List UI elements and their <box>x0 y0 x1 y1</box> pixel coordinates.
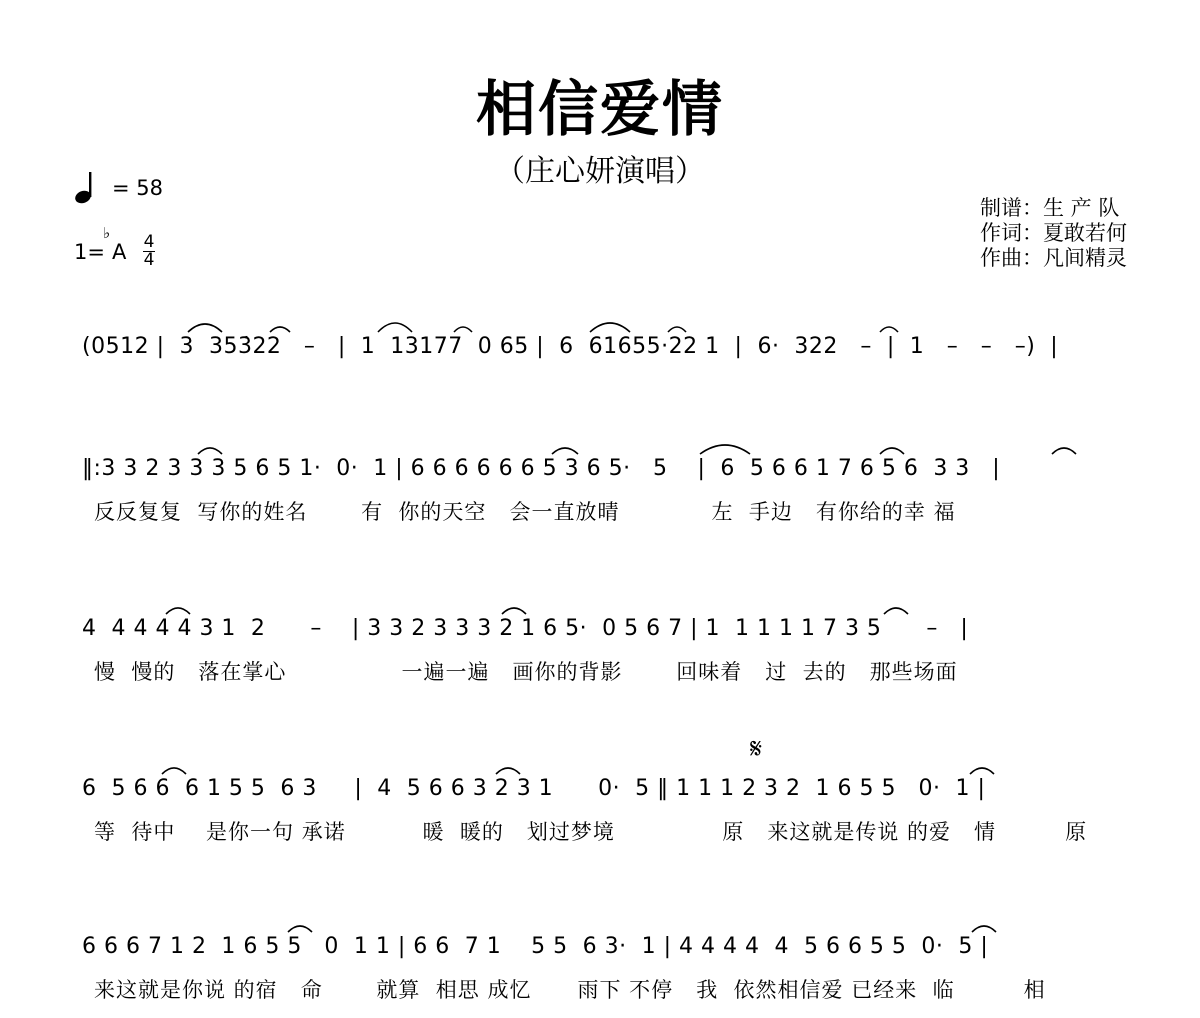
notes-line: 6 6 6 7 1 2 1 6 5 5 0 1 1 | 6 6 7 1 5 5 6 3· 1 | 4 4 4 4 4 5 6 6 5 5 0· 5 | <box>82 934 989 959</box>
page-title: 相信爱情 <box>476 75 724 145</box>
notes-line: 4 4 4 4 4 3 1 2 – | 3 3 2 3 3 3 2 1 6 5· 0 5 6 7 | 1 1 1 1 1 7 3 5 – | <box>82 616 969 641</box>
credit-music: 作曲：凡间精灵 <box>980 246 1127 270</box>
lyrics-line: 来这就是你说 的宿 命 就算 相思 成忆 雨下 不停 我 依然相信爱 已经来 临 相 <box>94 978 1046 1002</box>
key-prefix: 1= <box>74 240 105 264</box>
notes-line: 6 5 6 6 6 1 5 5 6 3 | 4 5 6 6 3 2 3 1 0· 5 ‖ 1 1 1 2 3 2 1 6 5 5 0· 1 | <box>82 776 986 801</box>
lyrics-line: 慢 慢的 落在掌心 一遍一遍 画你的背影 回味着 过 去的 那些场面 <box>94 660 958 684</box>
flat-icon: ♭ <box>103 224 111 242</box>
lyrics-line: 反反复复 写你的姓名 有 你的天空 会一直放晴 左 手边 有你给的幸 福 <box>94 500 956 524</box>
time-top: 4 <box>143 232 155 252</box>
tempo-value: = 58 <box>112 176 163 200</box>
time-bottom: 4 <box>143 250 155 270</box>
notes-line: (0512 | 3 353̇22 – | 1 13177 0 65 | 6 61655·22 1 | 6· 322 – | 1 – – –) | <box>82 334 1059 359</box>
notes-line: ‖:3 3 2 3 3 3 5 6 5 1· 0· 1 | 6 6 6 6 6 6 5 3 6 5· 5 | 6 5 6 6 1 7 6 5 6 3 3 | <box>82 456 1001 481</box>
credit-notation: 制谱：生 产 队 <box>980 196 1120 220</box>
page-subtitle: （庄心妍演唱） <box>495 154 705 189</box>
segno-icon: 𝄋 <box>750 732 763 765</box>
key-letter: A <box>112 240 127 264</box>
lyrics-line: 等 待中 是你一句 承诺 暖 暖的 划过梦境 原 来这就是传说 的爱 情 原 <box>94 820 1088 844</box>
credit-lyrics: 作词：夏敢若何 <box>980 221 1127 245</box>
